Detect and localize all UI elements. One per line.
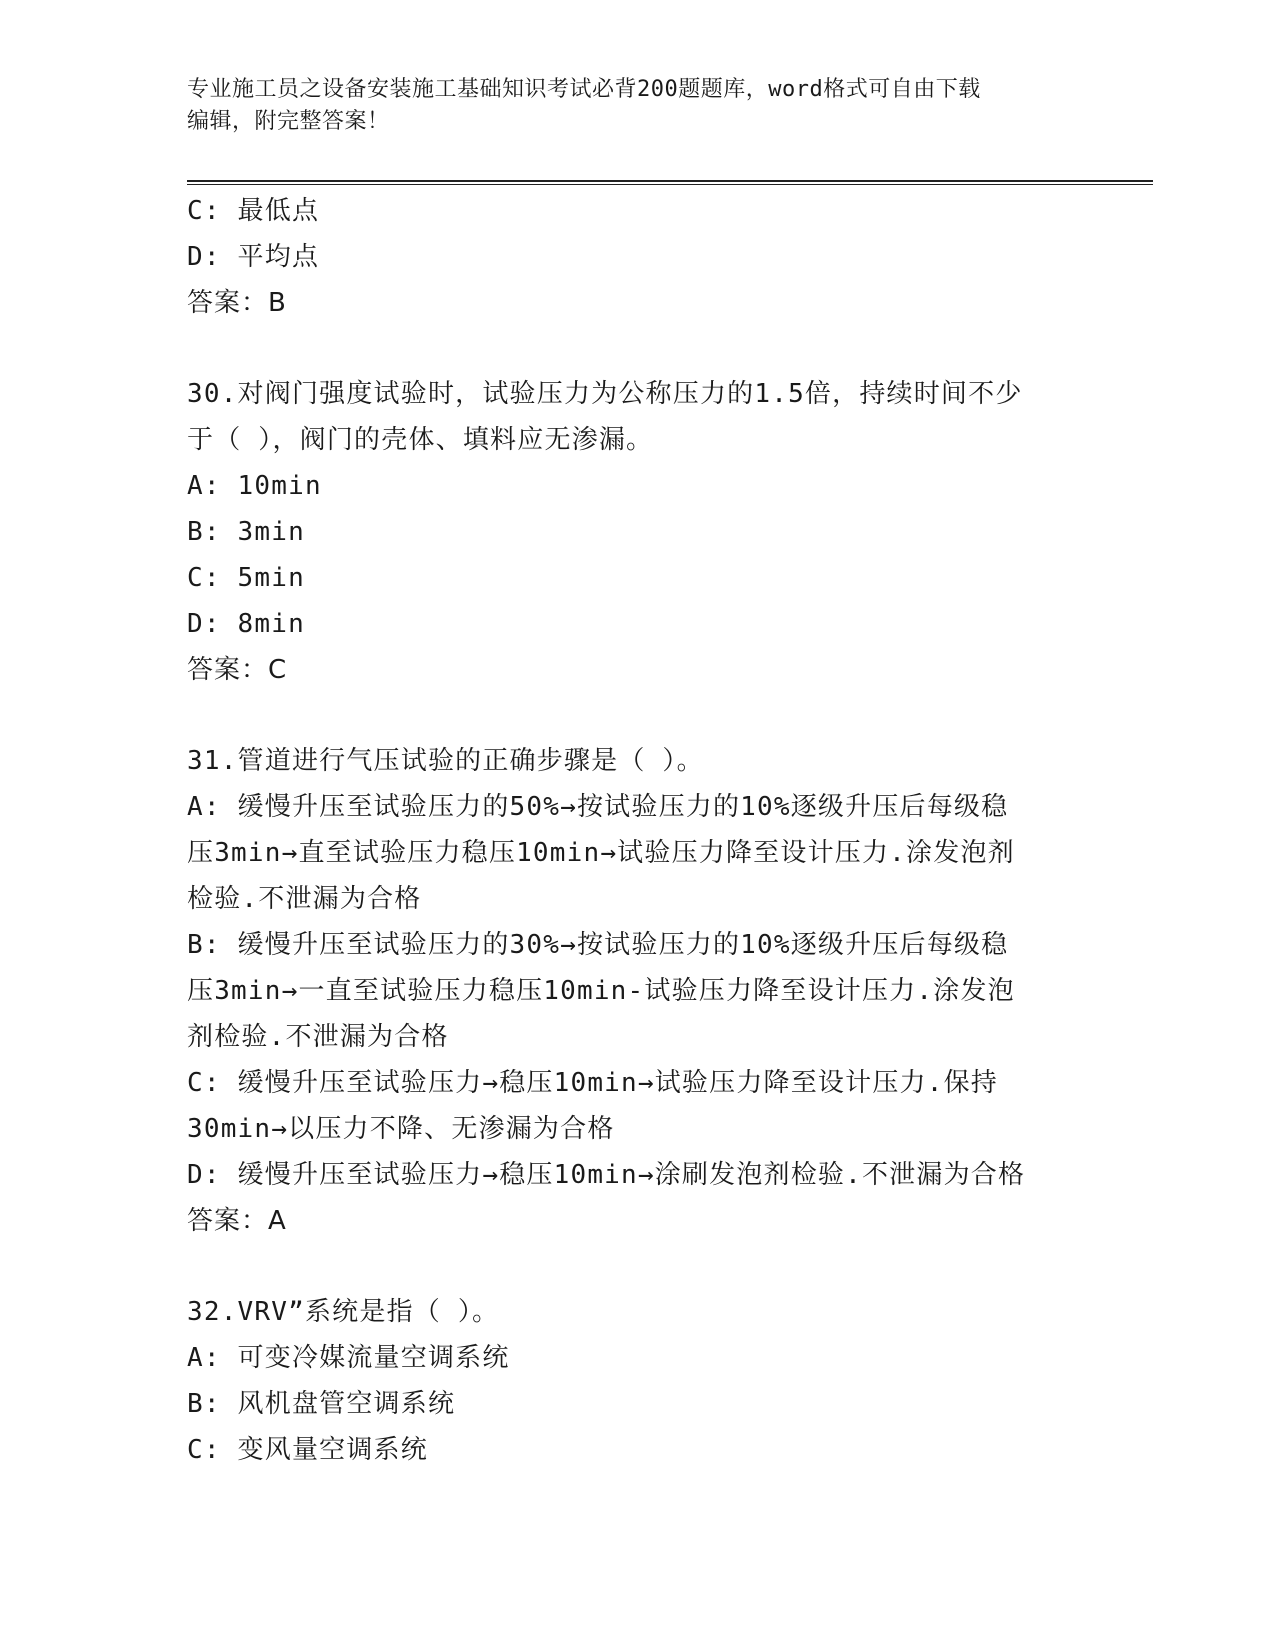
question-spacer <box>187 693 1087 738</box>
question-30 <box>187 371 1087 693</box>
option-c: C: 变风量空调系统 <box>187 1435 428 1465</box>
option-a-line-3: 检验.不泄漏为合格 <box>187 884 422 914</box>
header-title-line-1: 专业施工员之设备安装施工基础知识考试必背200题题库，word格式可自由下载 <box>187 77 981 102</box>
option-d-line-1: D: 缓慢升压至试验压力→稳压10min→涂刷发泡剂检验.不泄漏为合格 <box>187 1160 1026 1190</box>
question-content <box>187 188 1087 1473</box>
option-c: C: 最低点 <box>187 196 320 226</box>
option-a: A: 10min <box>187 471 322 501</box>
question-31 <box>187 738 1087 1244</box>
header-divider-thick <box>187 180 1153 182</box>
header-title-line-2: 编辑，附完整答案！ <box>187 109 390 134</box>
question-text-line-1: 31.管道进行气压试验的正确步骤是（ ）。 <box>187 746 704 776</box>
question-29-tail <box>187 188 1087 326</box>
answer-line: 答案：A <box>187 1206 287 1236</box>
question-spacer <box>187 1244 1087 1289</box>
option-b-line-2: 压3min→一直至试验压力稳压10min-试验压力降至设计压力.涂发泡 <box>187 976 1015 1006</box>
answer-line: 答案：B <box>187 288 287 318</box>
option-c-line-1: C: 缓慢升压至试验压力→稳压10min→试验压力降至设计压力.保持 <box>187 1068 998 1098</box>
option-d: D: 8min <box>187 609 305 639</box>
option-b: B: 风机盘管空调系统 <box>187 1389 456 1419</box>
option-c: C: 5min <box>187 563 305 593</box>
question-spacer <box>187 326 1087 371</box>
question-text-line-2: 于（ ），阀门的壳体、填料应无渗漏。 <box>187 425 654 455</box>
answer-line: 答案：C <box>187 655 288 685</box>
option-b: B: 3min <box>187 517 305 547</box>
option-b-line-1: B: 缓慢升压至试验压力的30%→按试验压力的10%逐级升压后每级稳 <box>187 930 1009 960</box>
header-divider-thin <box>187 184 1153 185</box>
question-text-line-1: 30.对阀门强度试验时，试验压力为公称压力的1.5倍，持续时间不少 <box>187 379 1023 409</box>
option-b-line-3: 剂检验.不泄漏为合格 <box>187 1022 449 1052</box>
page-header <box>187 74 1087 138</box>
option-d: D: 平均点 <box>187 242 320 272</box>
option-c-line-2: 30min→以压力不降、无渗漏为合格 <box>187 1114 615 1144</box>
option-a-line-1: A: 缓慢升压至试验压力的50%→按试验压力的10%逐级升压后每级稳 <box>187 792 1009 822</box>
question-32 <box>187 1289 1087 1473</box>
question-text-line-1: 32.VRV”系统是指（ ）。 <box>187 1297 500 1327</box>
option-a-line-2: 压3min→直至试验压力稳压10min→试验压力降至设计压力.涂发泡剂 <box>187 838 1015 868</box>
option-a: A: 可变冷媒流量空调系统 <box>187 1343 510 1373</box>
